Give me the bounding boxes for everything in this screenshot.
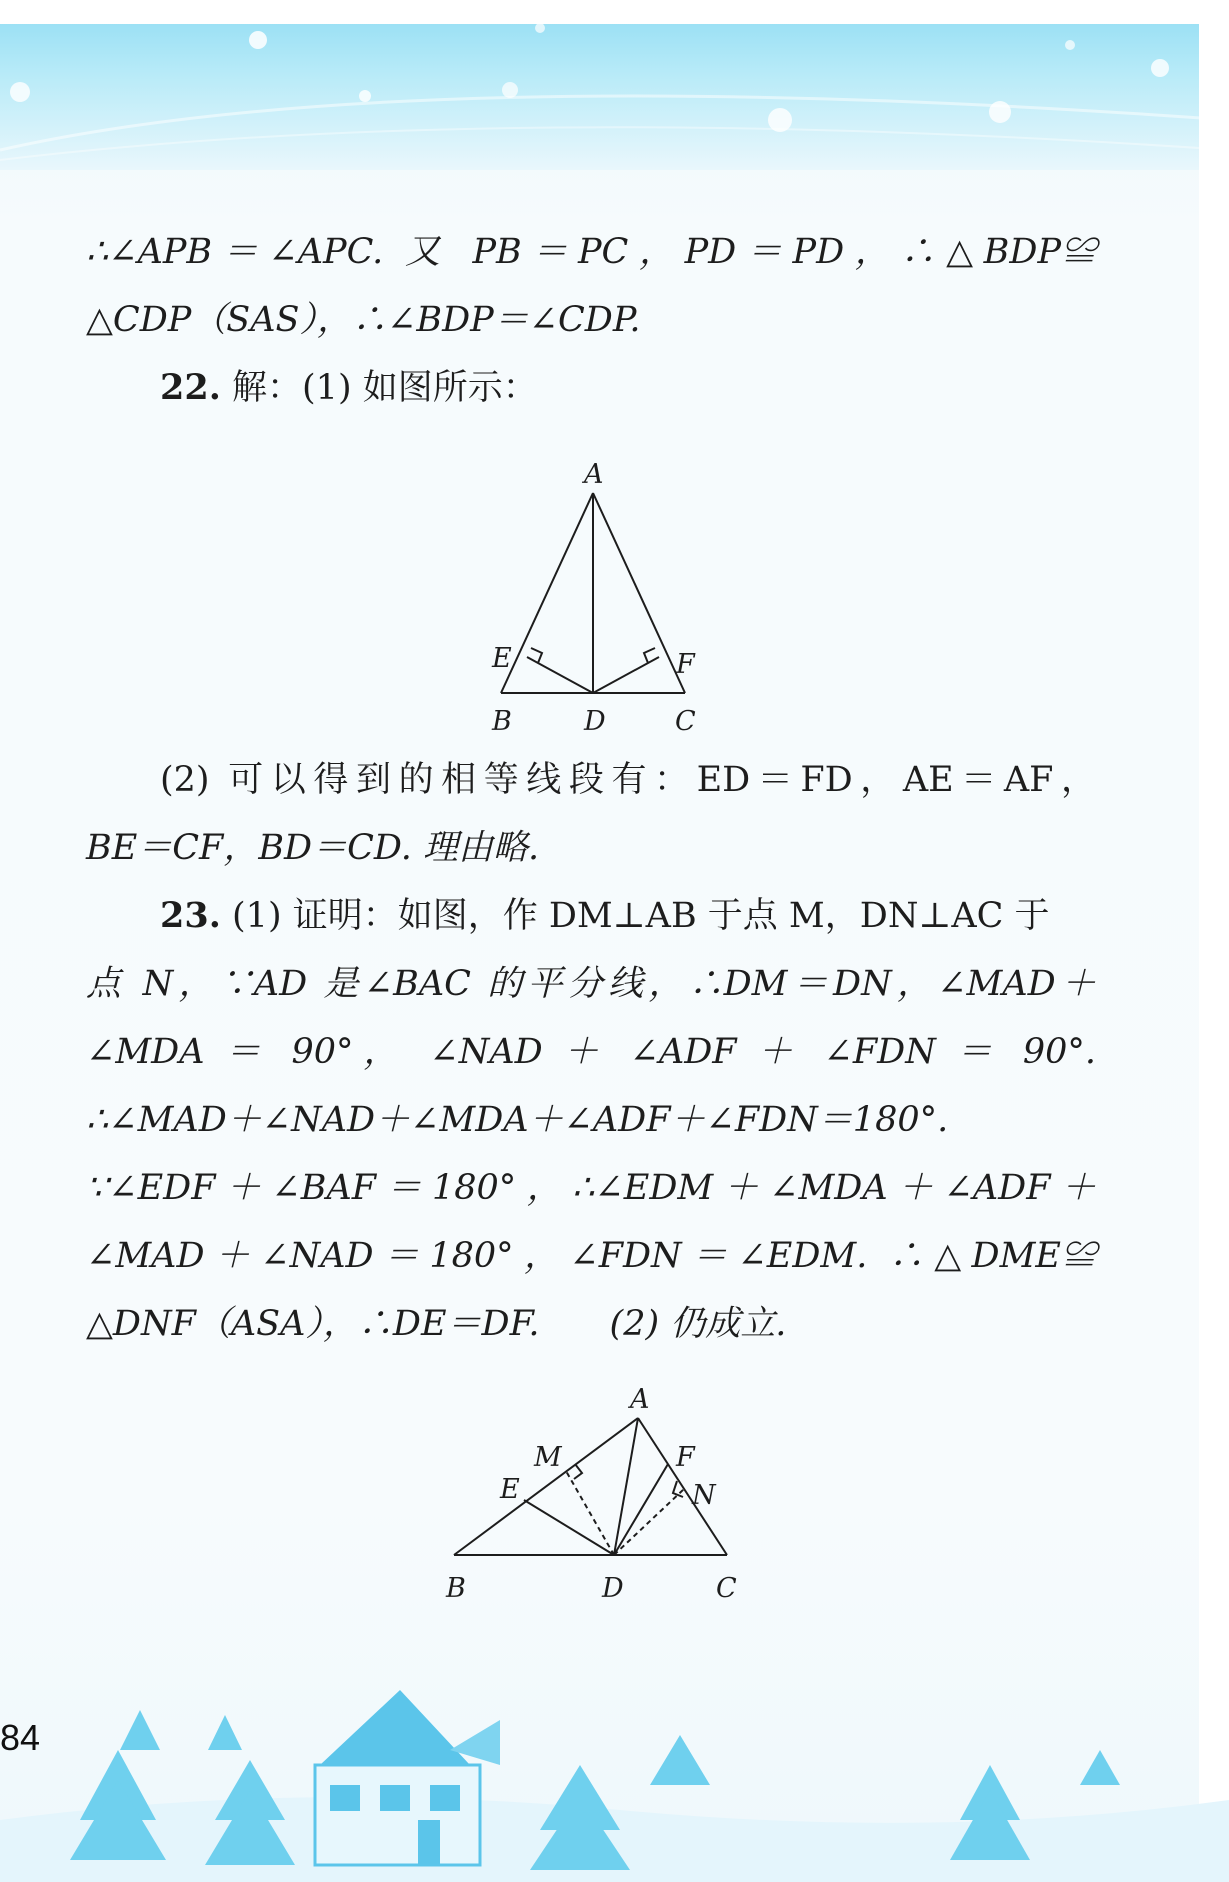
label-b: B	[492, 706, 512, 735]
text-line-1: ∴∠APB＝∠APC. 又 PB＝PC，PD＝PD，∴△BDP≌	[86, 232, 1096, 272]
top-margin	[0, 0, 1229, 24]
figure-angle-bisector	[440, 1380, 760, 1620]
label-a: A	[630, 1384, 650, 1415]
problem-23-heading	[160, 896, 1096, 936]
text-line-11: ∠MAD＋∠NAD＝180°，∠FDN＝∠EDM. ∴△DME≌	[86, 1236, 1096, 1276]
snow-dots-icon	[0, 0, 1229, 170]
header-decoration	[0, 0, 1229, 170]
problem-number: 23.	[160, 895, 221, 936]
label-d: D	[584, 706, 606, 735]
label-m: M	[534, 1442, 562, 1473]
figure-isosceles-triangle	[480, 455, 720, 735]
label-e: E	[500, 1474, 520, 1505]
text-line-2: △CDP（SAS），∴∠BDP＝∠CDP.	[86, 300, 641, 340]
label-f: F	[676, 1442, 695, 1473]
label-c: C	[675, 706, 696, 735]
page-number: 84	[0, 1717, 41, 1758]
label-b: B	[446, 1573, 466, 1604]
text-line-7: 点 N，∵AD 是∠BAC 的平分线，∴DM＝DN，∠MAD＋	[86, 964, 1096, 1004]
label-n: N	[692, 1480, 716, 1511]
problem-number: 22.	[160, 367, 221, 408]
winter-scene-decoration	[0, 1670, 1229, 1882]
text-line-10: ∵∠EDF＋∠BAF＝180°，∴∠EDM＋∠MDA＋∠ADF＋	[86, 1168, 1096, 1208]
text-line-8: ∠MDA ＝ 90°， ∠NAD ＋ ∠ADF ＋ ∠FDN ＝ 90°.	[86, 1032, 1096, 1072]
text-line-4: (2) 可以得到的相等线段有：ED＝FD，AE＝AF，	[160, 760, 1096, 800]
right-margin	[1199, 0, 1229, 1882]
label-a: A	[584, 459, 604, 490]
label-f: F	[676, 649, 695, 680]
label-e: E	[492, 643, 512, 674]
house-icon	[315, 1690, 500, 1865]
problem-text: 解：(1) 如图所示：	[220, 368, 538, 408]
problem-22-heading	[160, 368, 1170, 408]
text-line-5: BE＝CF，BD＝CD. 理由略.	[86, 828, 540, 868]
text-line-12: △DNF（ASA），∴DE＝DF. (2) 仍成立.	[86, 1304, 787, 1344]
problem-text: (1) 证明：如图，作 DM⊥AB 于点 M，DN⊥AC 于	[220, 896, 1050, 936]
label-c: C	[716, 1573, 737, 1604]
label-d: D	[602, 1573, 624, 1604]
tree-icon	[70, 1710, 1120, 1870]
text-line-9: ∴∠MAD＋∠NAD＋∠MDA＋∠ADF＋∠FDN＝180°.	[86, 1100, 949, 1140]
